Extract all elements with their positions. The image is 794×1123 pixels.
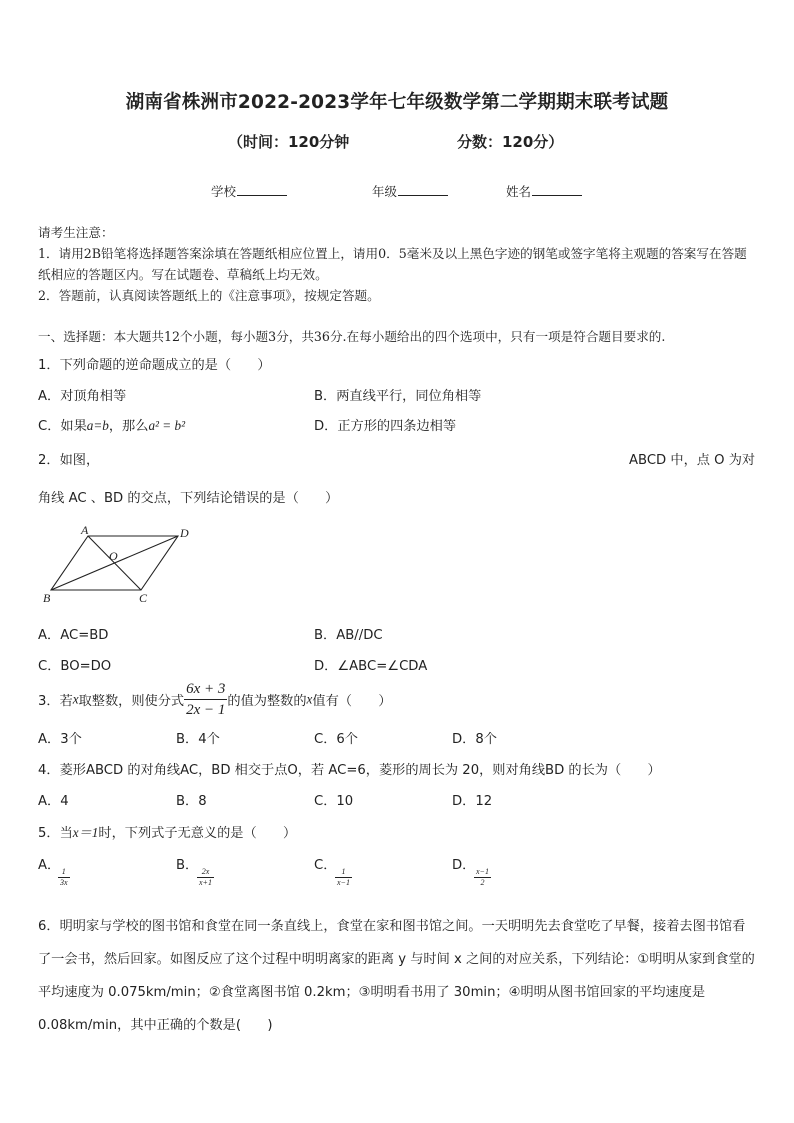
q1-option-c[interactable] [38, 415, 185, 434]
q2-stem-left: 2．如图， [38, 453, 100, 468]
q5-option-b[interactable] [176, 854, 198, 873]
section-heading: 一、选择题：本大题共12个小题，每小题3分，共36分.在每小题给出的四个选项中，只有一项是符合题目要求的. [38, 329, 666, 344]
q1-option-c-eq1: a=b [86, 418, 109, 433]
q1-option-c-eq2: a² = b² [148, 418, 186, 433]
name-field[interactable] [506, 182, 582, 200]
school-blank[interactable] [237, 183, 287, 196]
parallelogram-figure [40, 524, 200, 606]
q1-option-c-pre: C．如果 [38, 419, 87, 434]
q3-var-2: x [306, 691, 313, 707]
notice-item-1: 1．请用2B铅笔将选择题答案涂填在答题纸相应位置上，请用0．5毫米及以上黑色字迹的钢笔或签字笔将主观题的答案写在答题纸相应的答题区内。写在试题卷、草稿纸上均无效。 [38, 246, 747, 282]
q5-stem-post: 时，下列式子无意义的是（ ） [98, 826, 297, 841]
q3-fraction [184, 679, 227, 720]
notice-heading: 请考生注意： [38, 225, 114, 240]
q5-d-den: 2 [480, 878, 485, 887]
q2-option-c[interactable]: C．BO=DO [38, 659, 112, 674]
q5-d-num: x−1 [476, 867, 489, 876]
grade-field[interactable] [372, 182, 448, 200]
label-d: D [180, 526, 189, 540]
exam-time: （时间：120分钟 [228, 133, 350, 151]
q1-stem: 1．下列命题的逆命题成立的是（ ） [38, 358, 271, 373]
q4-option-b[interactable]: B．8 [176, 794, 207, 809]
q4-stem: 4．菱形ABCD 的对角线AC，BD 相交于点O，若 AC=6，菱形的周长为 20，则对角线BD 的长为（ ） [38, 763, 661, 778]
q5-option-b-label: B． [176, 858, 199, 873]
page-title: 湖南省株洲市2022-2023学年七年级数学第二学期期末联考试题 [125, 92, 669, 113]
q4-option-a[interactable]: A．4 [38, 794, 69, 809]
q3-var: x [72, 691, 79, 707]
q5-c-num: 1 [335, 867, 352, 878]
q2-option-b[interactable]: B．AB//DC [314, 628, 383, 643]
q5-stem-eq: x＝1 [72, 825, 99, 840]
q1-option-d[interactable]: D．正方形的四条边相等 [314, 419, 457, 434]
q5-option-a[interactable] [38, 854, 60, 873]
school-field[interactable] [211, 182, 287, 200]
q3-stem-mid: 取整数，则使分式 [78, 694, 185, 709]
q5-option-b-frac [197, 867, 214, 888]
q3-stem-pre: 3．若 [38, 694, 73, 709]
q3-option-d[interactable]: D．8个 [452, 732, 497, 747]
label-c: C [139, 591, 148, 605]
q5-option-a-label: A． [38, 858, 61, 873]
q4-option-c[interactable]: C．10 [314, 794, 354, 809]
label-b: B [43, 591, 51, 605]
name-blank[interactable] [532, 183, 582, 196]
q1-option-b[interactable]: B．两直线平行，同位角相等 [314, 389, 482, 404]
q5-option-c[interactable] [314, 854, 336, 873]
q5-option-c-frac [335, 867, 352, 888]
q5-option-d-frac [474, 867, 491, 888]
grade-label: 年级 [372, 184, 398, 199]
q5-b-den: x+1 [199, 878, 212, 887]
q3-stem-post: 的值为整数的 [227, 694, 307, 709]
q5-option-d-label: D． [452, 858, 476, 873]
q2-option-a[interactable]: A．AC=BD [38, 628, 109, 643]
q5-option-c-label: C． [314, 858, 337, 873]
q2-option-d[interactable]: D．∠ABC=∠CDA [314, 659, 428, 674]
q3-stem [38, 679, 392, 720]
label-a: A [81, 524, 89, 537]
q6-stem: 6．明明家与学校的图书馆和食堂在同一条直线上，食堂在家和图书馆之间。一天明明先去食堂吃了早餐，接着去图书馆看了一会书，然后回家。如图反应了这个过程中明明离家的距离 y 与时间 x 之间的对应关系，下列结论：①明明从家到食堂的平均速度为 0.075km/min；②食堂离图书馆 0.2km；③明明看书用了 30min；④明明从图书馆回家的平均速度是 0.08km/min，其中正确的个数是( ) [38, 919, 755, 1033]
q2-stem-line2: 角线 AC 、BD 的交点，下列结论错误的是（ ） [38, 491, 339, 506]
q3-option-a[interactable]: A．3个 [38, 732, 82, 747]
q5-b-num: 2x [197, 867, 214, 878]
q1-option-a[interactable]: A．对顶角相等 [38, 389, 127, 404]
q4-option-d[interactable]: D．12 [452, 794, 493, 809]
notice-item-2: 2．答题前，认真阅读答题纸上的《注意事项》，按规定答题。 [38, 288, 380, 303]
q5-stem [38, 822, 296, 841]
q2-stem-right: ABCD 中，点 O 为对 [629, 453, 756, 468]
grade-blank[interactable] [398, 183, 448, 196]
q3-option-c[interactable]: C．6个 [314, 732, 358, 747]
q3-stem-end: 值有（ ） [312, 694, 392, 709]
q3-frac-num: 6x + 3 [184, 679, 227, 700]
q3-frac-den: 2x − 1 [186, 702, 226, 718]
q5-option-d[interactable] [452, 854, 475, 873]
q5-a-num: 1 [58, 867, 70, 878]
q3-option-b[interactable]: B．4个 [176, 732, 220, 747]
q5-c-den: x−1 [337, 878, 350, 887]
q5-stem-pre: 5．当 [38, 826, 73, 841]
label-o: O [109, 549, 118, 563]
exam-score: 分数：120分） [457, 133, 564, 151]
q1-option-c-mid: ，那么 [108, 419, 149, 434]
q5-a-den: 3x [60, 878, 68, 887]
school-label: 学校 [211, 184, 237, 199]
name-label: 姓名 [506, 184, 532, 199]
q5-option-a-frac [58, 867, 70, 888]
